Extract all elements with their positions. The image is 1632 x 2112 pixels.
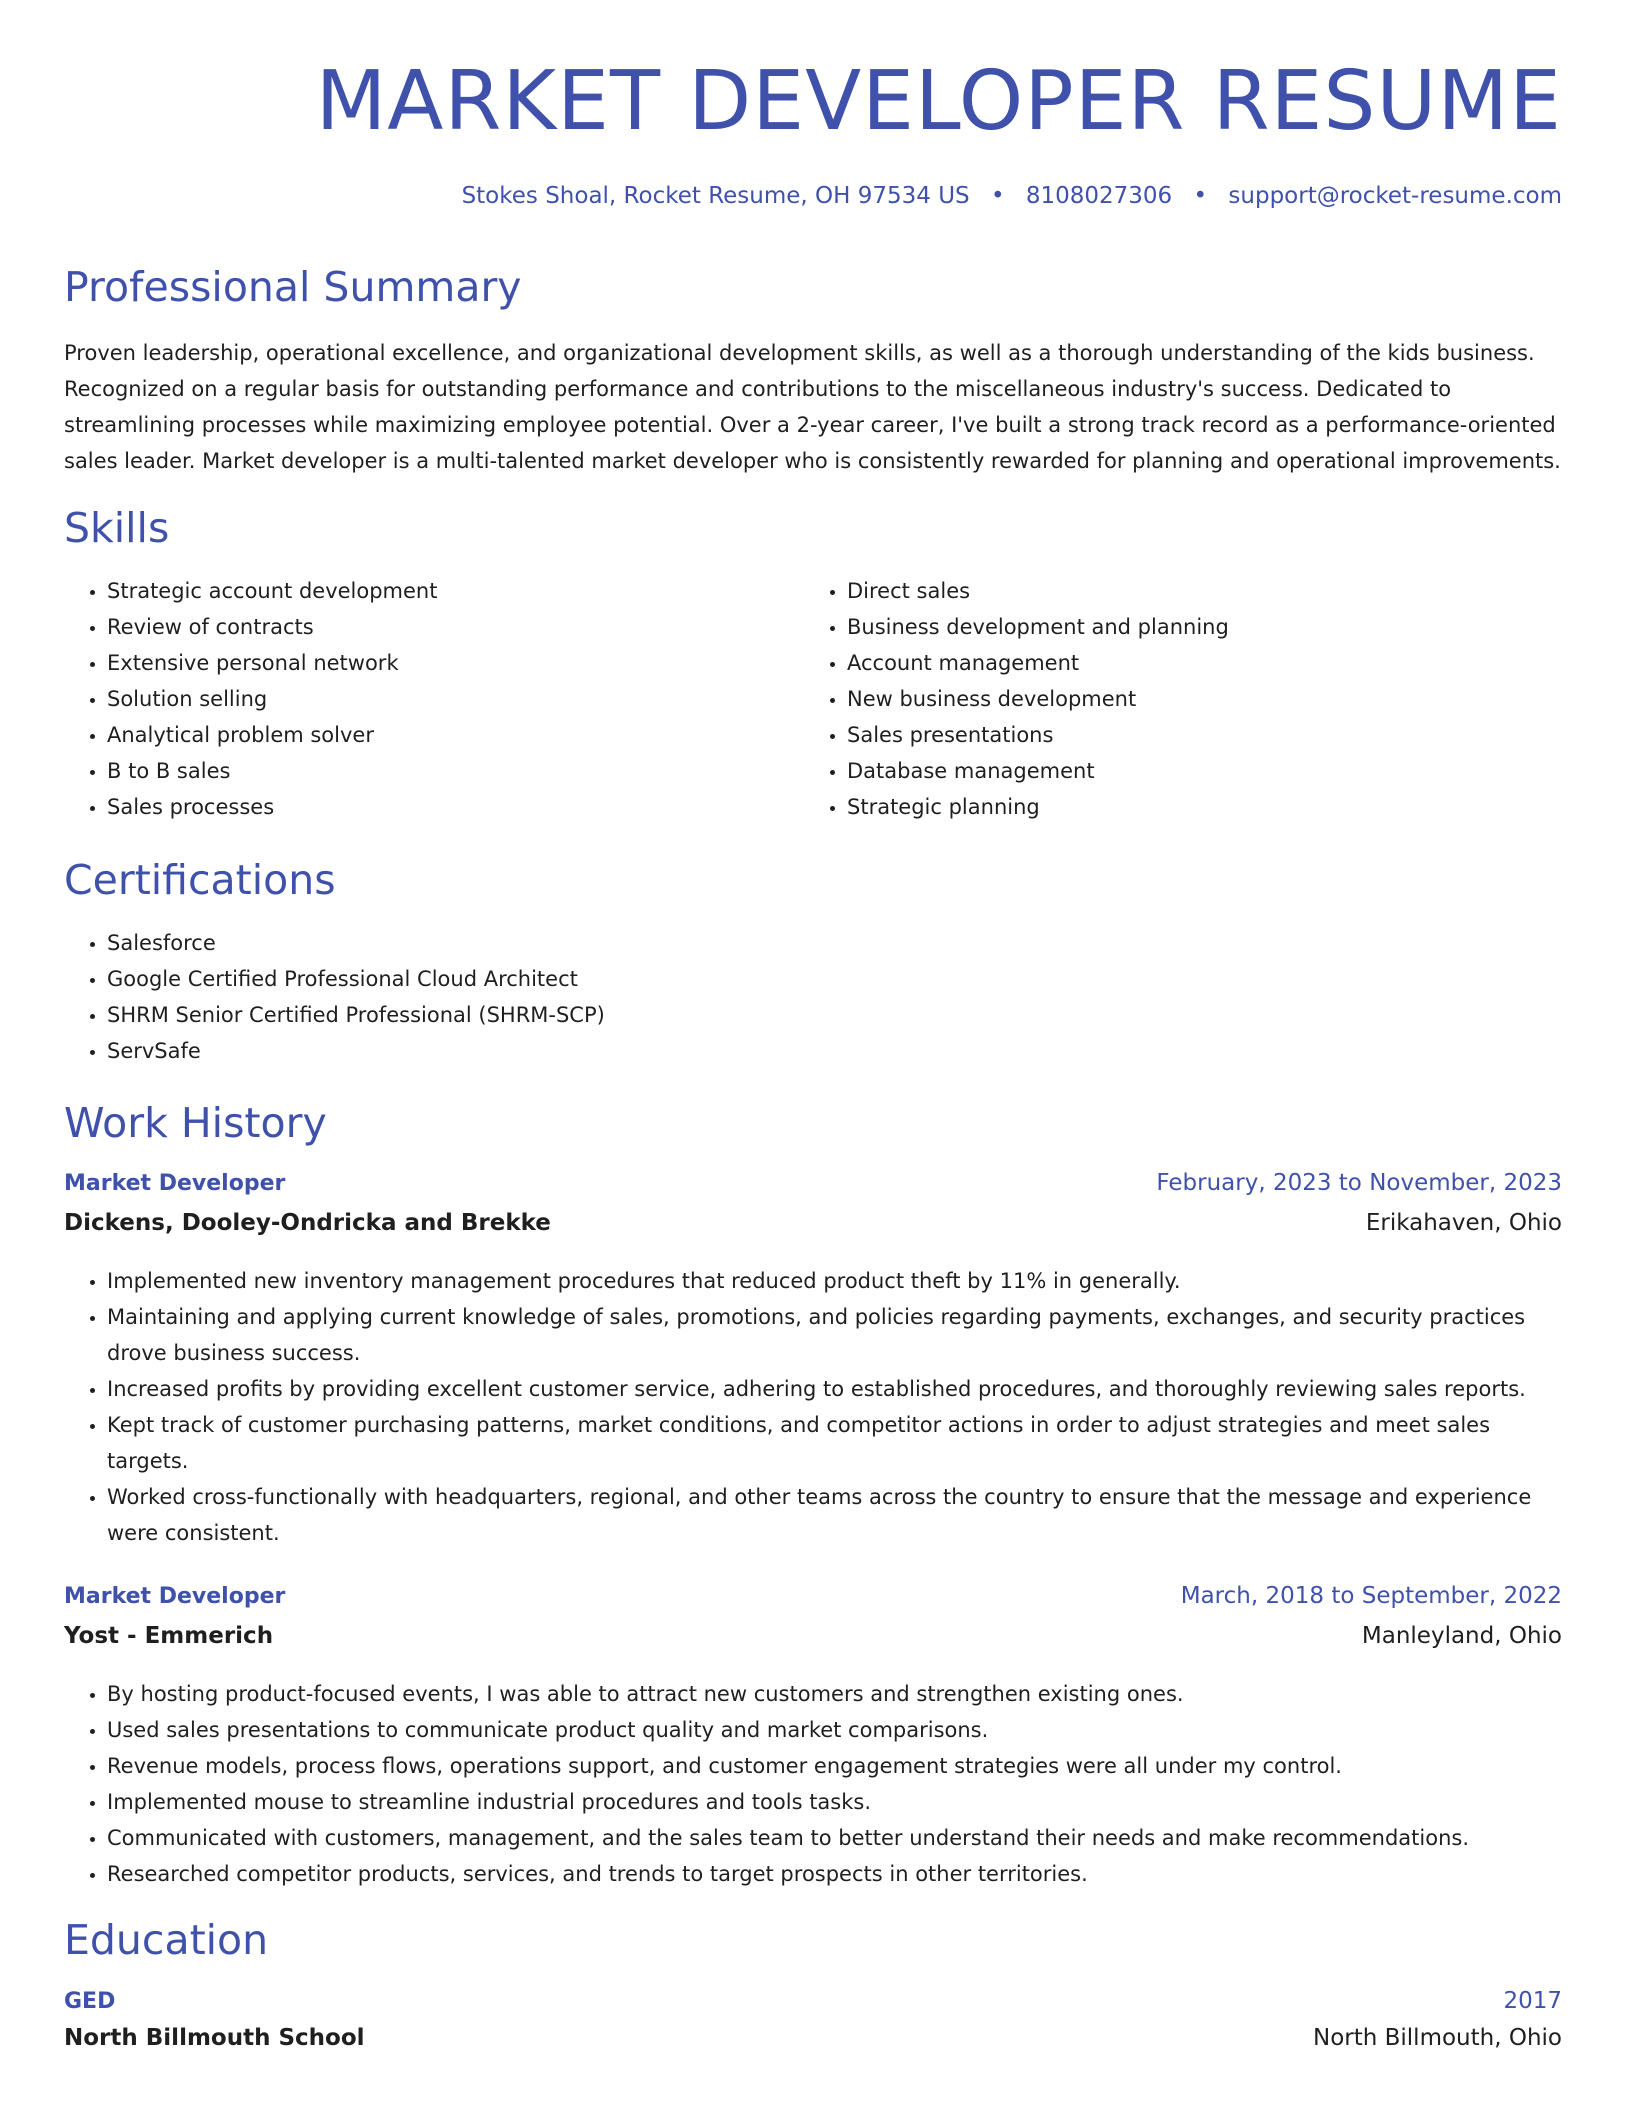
- certifications-list: [64, 925, 1007, 1069]
- job-bullets: [64, 1676, 1562, 1892]
- job-bullet: • Worked cross-functionally with headquarters, regional, and other teams across the country to ensure that the message and experience were consistent.: [107, 1479, 1562, 1551]
- skill-item: • B to B sales: [107, 753, 797, 789]
- job-bullet: • Implemented mouse to streamline industrial procedures and tools tasks.: [107, 1784, 1562, 1820]
- skill-item: • Strategic planning: [847, 789, 1547, 825]
- contact-separator: •: [1193, 183, 1208, 209]
- contact-address: Stokes Shoal, Rocket Resume, OH 97534 US: [461, 183, 970, 209]
- job-bullet: • By hosting product-focused events, I was able to attract new customers and strengthen existing ones.: [107, 1676, 1562, 1712]
- job-location: Manleyland, Ohio: [1361, 1623, 1562, 1649]
- job-bullet: • Implemented new inventory management procedures that reduced product theft by 11% in generally.: [107, 1263, 1562, 1299]
- work-history-heading: Work History: [64, 1099, 327, 1147]
- job-bullet: • Used sales presentations to communicate product quality and market comparisons.: [107, 1712, 1562, 1748]
- skill-item: • Sales processes: [107, 789, 797, 825]
- skill-item: • New business development: [847, 681, 1547, 717]
- certification-item: • SHRM Senior Certified Professional (SHRM-SCP): [107, 997, 1007, 1033]
- job-title: Market Developer: [64, 1584, 286, 1609]
- contact-line: [462, 180, 1562, 212]
- job-bullet: • Kept track of customer purchasing patterns, market conditions, and competitor actions in order to adjust strategies and meet sales targets.: [107, 1407, 1562, 1479]
- job-dates: March, 2018 to September, 2022: [1180, 1583, 1562, 1609]
- job-bullet: • Maintaining and applying current knowledge of sales, promotions, and policies regarding payments, exchanges, and security practices drove business success.: [107, 1299, 1562, 1371]
- education-school: North Billmouth School: [64, 2025, 365, 2051]
- job-subheader: [64, 1210, 1562, 1236]
- job-header: [64, 1170, 1562, 1196]
- contact-phone: 8108027306: [1025, 183, 1173, 209]
- job-bullet: • Researched competitor products, services, and trends to target prospects in other territories.: [107, 1856, 1562, 1892]
- job-company: Dickens, Dooley-Ondricka and Brekke: [64, 1210, 551, 1236]
- education-year: 2017: [1503, 1988, 1562, 2014]
- skill-item: • Solution selling: [107, 681, 797, 717]
- certification-item: • Google Certified Professional Cloud Architect: [107, 961, 1007, 997]
- job-header: [64, 1583, 1562, 1609]
- job-company: Yost - Emmerich: [64, 1623, 274, 1649]
- skill-item: • Review of contracts: [107, 609, 797, 645]
- education-location: North Billmouth, Ohio: [1312, 2025, 1562, 2051]
- summary-heading: Professional Summary: [64, 263, 522, 311]
- contact-email: support@rocket-resume.com: [1228, 183, 1562, 209]
- job-subheader: [64, 1623, 1562, 1649]
- skill-item: • Business development and planning: [847, 609, 1547, 645]
- resume-title: MARKET DEVELOPER RESUME: [315, 54, 1562, 149]
- job-bullet: • Communicated with customers, management, and the sales team to better understand their needs and make recommendations.: [107, 1820, 1562, 1856]
- job-bullet: • Increased profits by providing excellent customer service, adhering to established procedures, and thoroughly reviewing sales reports.: [107, 1371, 1562, 1407]
- skill-item: • Direct sales: [847, 573, 1547, 609]
- education-heading: Education: [64, 1916, 269, 1964]
- certifications-heading: Certifications: [64, 856, 336, 904]
- education-degree: GED: [64, 1989, 116, 2014]
- skills-list-right: [804, 573, 1547, 825]
- job-bullet: • Revenue models, process flows, operations support, and customer engagement strategies were all under my control.: [107, 1748, 1562, 1784]
- skill-item: • Sales presentations: [847, 717, 1547, 753]
- job-dates: February, 2023 to November, 2023: [1156, 1170, 1562, 1196]
- skill-item: • Database management: [847, 753, 1547, 789]
- skill-item: • Account management: [847, 645, 1547, 681]
- certification-item: • ServSafe: [107, 1033, 1007, 1069]
- skills-list-left: [64, 573, 797, 825]
- job-title: Market Developer: [64, 1171, 286, 1196]
- contact-separator: •: [990, 183, 1005, 209]
- education-subheader: [64, 2025, 1562, 2051]
- skill-item: • Analytical problem solver: [107, 717, 797, 753]
- skill-item: • Strategic account development: [107, 573, 797, 609]
- summary-text: Proven leadership, operational excellence, and organizational development skills, as well as a thorough understanding of the kids business. Recognized on a regular basis for outstanding performance and contributions to the miscellaneous industry's success. Dedicated to streamlining processes while maximizing employee potential. Over a 2-year career, I've built a strong track record as a performance-oriented sales leader. Market developer is a multi-talented market developer who is consistently rewarded for planning and operational improvements.: [64, 341, 1561, 473]
- job-location: Erikahaven, Ohio: [1365, 1210, 1562, 1236]
- skills-heading: Skills: [64, 504, 170, 552]
- certification-item: • Salesforce: [107, 925, 1007, 961]
- education-header: [64, 1988, 1562, 2014]
- skill-item: • Extensive personal network: [107, 645, 797, 681]
- job-bullets: [64, 1263, 1562, 1551]
